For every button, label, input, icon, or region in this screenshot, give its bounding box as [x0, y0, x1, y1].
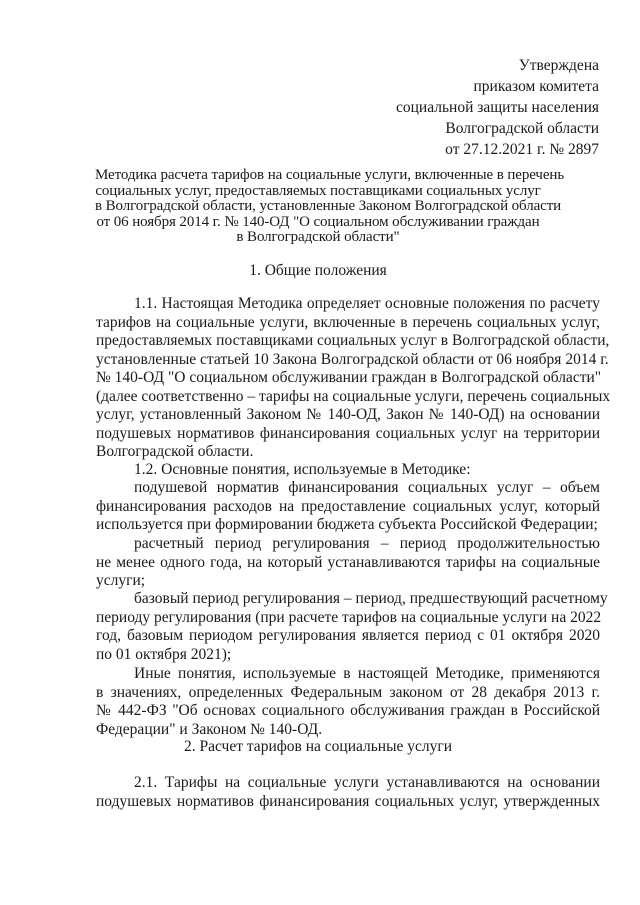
title-line: в Волгоградской области, установленные Законом Волгоградской области: [95, 198, 562, 215]
approval-line: социальной защиты населения: [395, 99, 599, 116]
text-line: подушевой норматив финансирования социальных услуг – объем: [134, 479, 600, 496]
document-title: [95, 167, 565, 246]
section-2-heading: 2. Расчет тарифов на социальные услуги: [183, 738, 453, 755]
text-line: Федерации" и Законом № 140-ОД.: [96, 720, 323, 738]
paragraph-1-1: [96, 295, 611, 462]
text-line: 2.1. Тарифы на социальные услуги устанавливаются на основании: [134, 774, 600, 791]
text-line: № 140-ОД "О социальном обслуживании граждан в Волгоградской области": [96, 369, 602, 386]
text-line: установленные статьей 10 Закона Волгоградской области от 06 ноября 2014 г.: [96, 350, 609, 368]
definition-calculation-period: [96, 535, 600, 591]
text-line: используется при формировании бюджета субъекта Российской Федерации;: [96, 516, 598, 533]
text-line: расчетный период регулирования – период продолжительностью: [134, 535, 600, 552]
text-line: 1.1. Настоящая Методика определяет основные положения по расчету: [134, 295, 600, 312]
approval-line: от 27.12.2021 г. № 2897: [445, 141, 599, 158]
text-line: Иные понятия, используемые в настоящей Методике, применяются: [134, 665, 600, 682]
text-line: № 442-ФЗ "Об основах социального обслуживания граждан в Российской: [96, 702, 600, 719]
text-line: в значениях, определенных Федеральным законом от 28 декабря 2013 г.: [96, 683, 600, 701]
text-line: тарифов на социальные услуги, включенные в перечень социальных услуг,: [96, 313, 600, 331]
text-line: по 01 октября 2021);: [96, 645, 232, 663]
paragraph-other-terms: [96, 665, 600, 739]
text-line: не менее одного года, на который устанавливаются тарифы на социальные: [96, 553, 600, 571]
text-line: услуги;: [96, 572, 146, 589]
text-line: подушевых нормативов финансирования социальных услуг, утвержденных: [96, 792, 600, 810]
definition-base-period: [96, 590, 608, 664]
text-line: периоду регулирования (при расчете тарифов на социальные услуги на 2022: [96, 608, 602, 626]
title-line: социальных услуг, предоставляемых поставщиками социальных услуг: [95, 182, 541, 199]
text-line: Волгоградской области.: [96, 443, 254, 460]
text-line: подушевых нормативов финансирования социальных услуг на территории: [96, 424, 600, 442]
approval-line: Утверждена: [518, 57, 599, 74]
text-line: услуг, установленный Законом № 140-ОД, Закон № 140-ОД) на основании: [96, 406, 600, 423]
definition-per-capita-norm: [96, 479, 600, 535]
text-line: базовый период регулирования – период, предшествующий расчетному: [134, 590, 608, 607]
title-line: от 06 ноября 2014 г. № 140-ОД "О социальном обслуживании граждан: [96, 213, 540, 230]
text-line: 1.2. Основные понятия, используемые в Методике:: [134, 461, 471, 478]
text-line: финансирования расходов на предоставление социальных услуг, который: [96, 497, 600, 515]
section-1-heading: 1. Общие положения: [249, 262, 387, 279]
paragraph-1-2: [96, 461, 600, 480]
paragraph-2-1: [96, 774, 600, 811]
text-line: (далее соответственно – тарифы на социальные услуги, перечень социальных: [96, 387, 611, 405]
text-line: предоставляемых поставщиками социальных услуг в Волгоградской области,: [96, 332, 610, 349]
approval-stamp: [339, 55, 599, 160]
text-line: год, базовым периодом регулирования является период с 01 октября 2020: [96, 627, 600, 644]
approval-line: приказом комитета: [473, 78, 599, 95]
title-line: в Волгоградской области": [236, 229, 400, 246]
approval-line: Волгоградской области: [445, 120, 599, 137]
title-line: Методика расчета тарифов на социальные услуги, включенные в перечень: [95, 167, 565, 183]
